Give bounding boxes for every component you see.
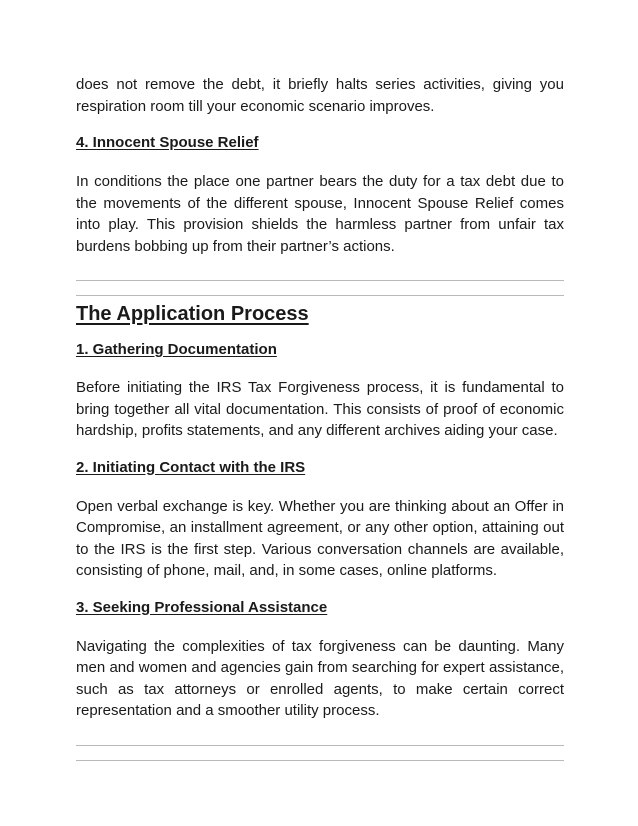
intro-continuation-paragraph: does not remove the debt, it briefly halts series activities, giving you respiration room till your economic scenario improves. (76, 76, 564, 115)
divider-line (76, 295, 564, 296)
innocent-spouse-heading: 4. Innocent Spouse Relief (76, 134, 259, 151)
gathering-documentation-paragraph: Before initiating the IRS Tax Forgiveness process, it is fundamental to bring together all vital documentation. This consists of proof of economic hardship, profits statements, and any different archives aiding your case. (76, 379, 564, 439)
innocent-spouse-paragraph: In conditions the place one partner bears the duty for a tax debt due to the movements of the different spouse, Innocent Spouse Relief comes into play. This provision shields the harmless partner from unfair tax burdens bobbing up from their partner’s actions. (76, 173, 564, 255)
divider-line (76, 745, 564, 746)
initiating-contact-heading: 2. Initiating Contact with the IRS (76, 458, 306, 476)
initiating-contact-paragraph: Open verbal exchange is key. Whether you are thinking about an Offer in Compromise, an installment agreement, or any other option, attaining out to the IRS is the first step. Various conversation channels are available, consisting of phone, mail, and, in some cases, online platforms. (76, 497, 564, 579)
professional-assistance-heading: 3. Seeking Professional Assistance (76, 598, 328, 616)
gathering-documentation-heading: 1. Gathering Documentation (76, 341, 277, 358)
divider-line (76, 760, 564, 761)
application-process-heading: The Application Process (76, 303, 309, 325)
professional-assistance-paragraph: Navigating the complexities of tax forgiveness can be daunting. Many men and women and agencies gain from searching for expert assistance, such as tax attorneys or enrolled agents, to make certain correct representation and a smoother utility process. (76, 637, 564, 719)
document-page (76, 72, 564, 761)
divider-line (76, 280, 564, 281)
